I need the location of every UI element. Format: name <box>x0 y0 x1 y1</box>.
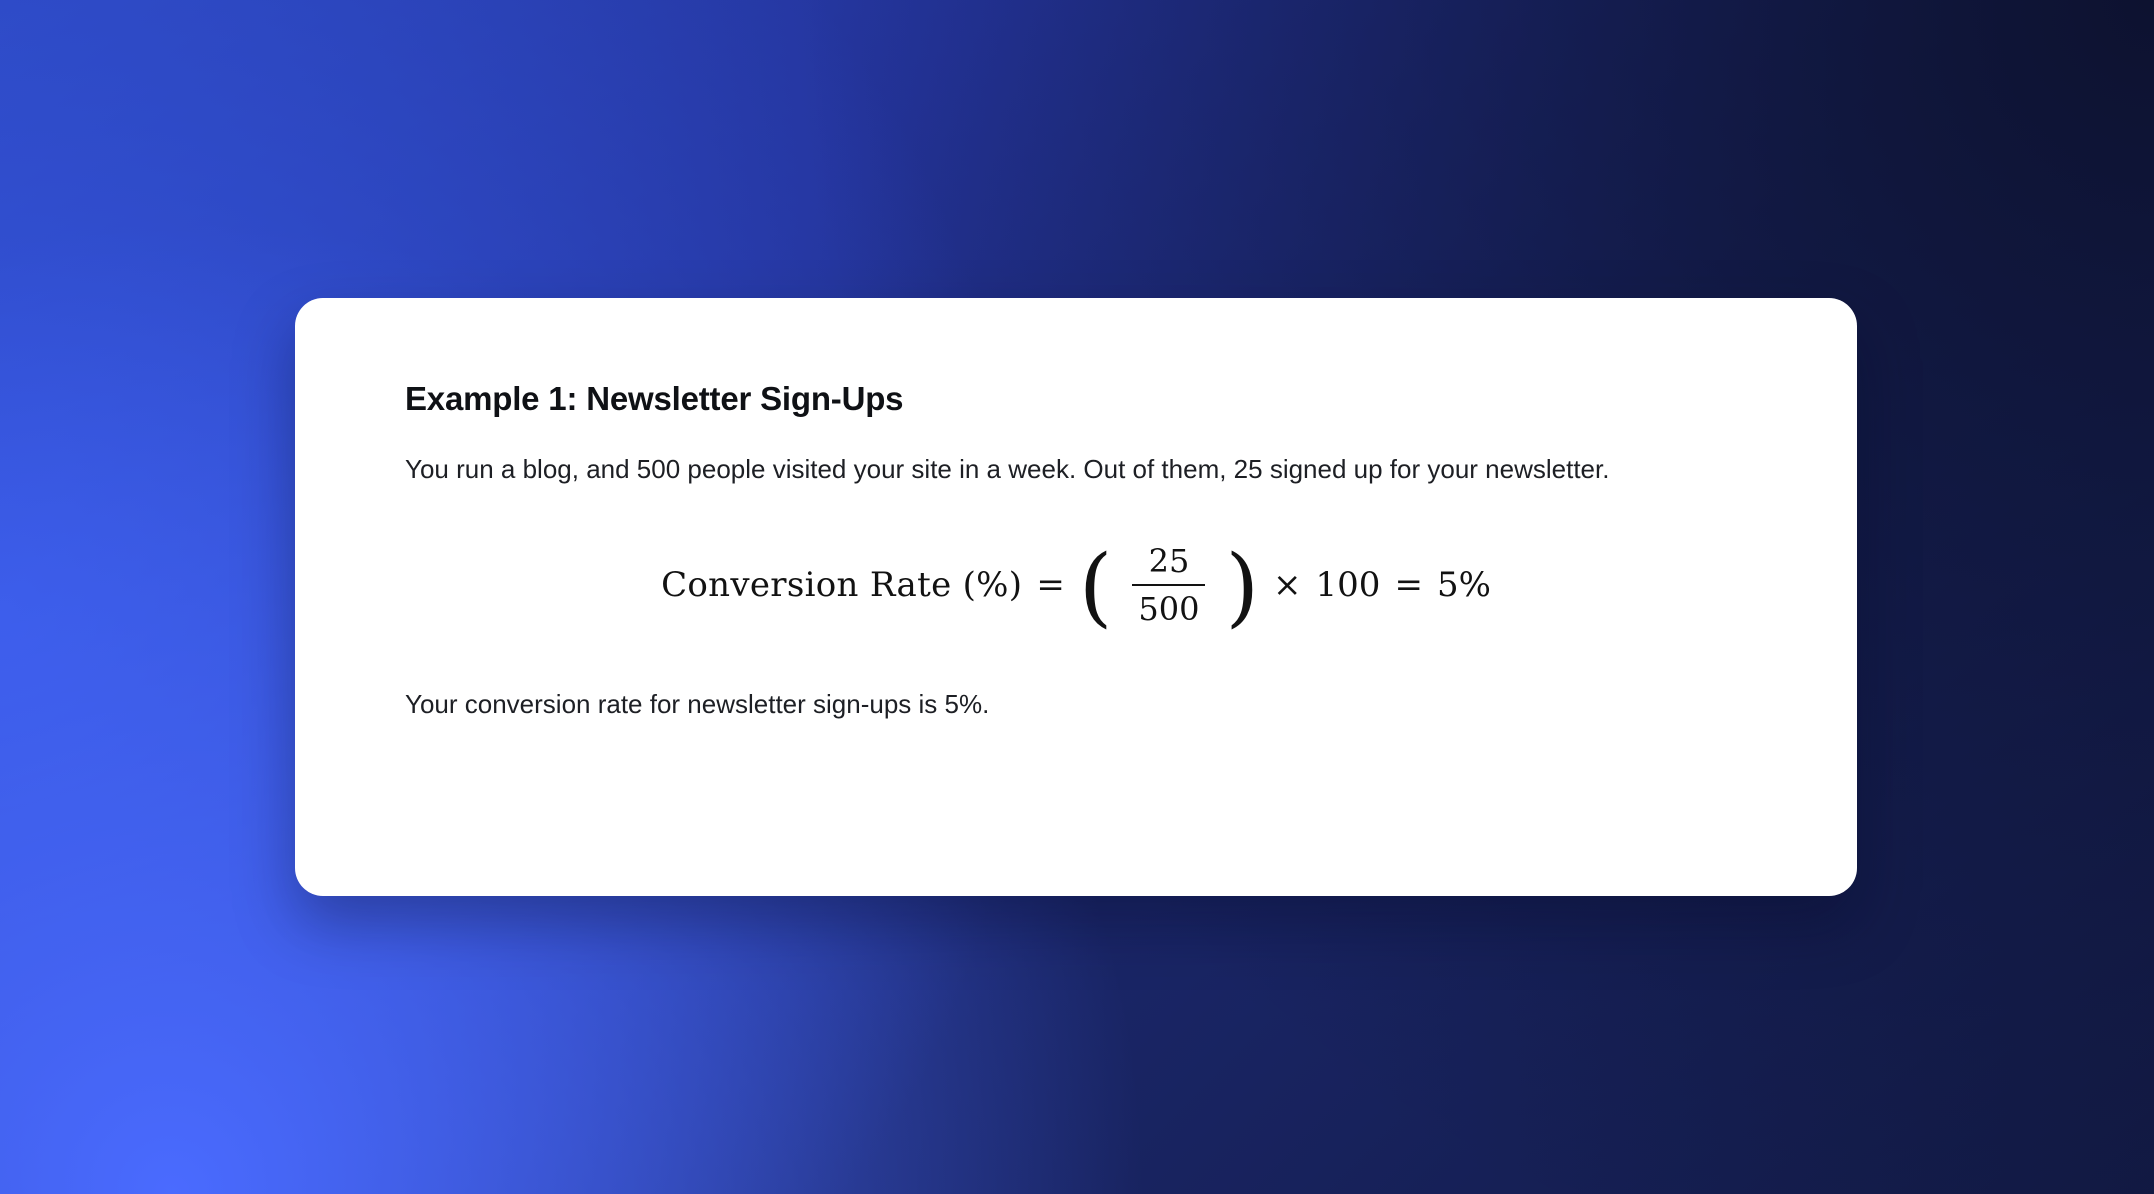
formula-equals-sign: = <box>1036 565 1065 606</box>
formula-block <box>405 537 1747 638</box>
formula-left-side: Conversion Rate (%) <box>661 565 1023 606</box>
conversion-rate-formula: Conversion Rate (%) = ( $\frac{25}{500}$ ) × 100 = 5% <box>661 537 1491 638</box>
scenario-paragraph: You run a blog, and 500 people visited your site in a week. Out of them, 25 signed up for your newsletter. <box>405 454 1610 484</box>
formula-fraction <box>1132 542 1205 628</box>
formula-equals-sign-2: = <box>1394 565 1423 606</box>
page-title: Example 1: Newsletter Sign-Ups <box>405 380 904 417</box>
formula-numerator: 25 <box>1148 542 1190 581</box>
conclusion-text: Your conversion rate for newsletter sign-ups is 5%. <box>405 689 990 720</box>
formula-result: 5% <box>1436 565 1491 606</box>
formula-times-sign: × <box>1273 565 1302 606</box>
example-card <box>295 298 1857 896</box>
formula-multiplier: 100 <box>1315 565 1381 606</box>
formula-denominator: 500 <box>1138 590 1200 629</box>
